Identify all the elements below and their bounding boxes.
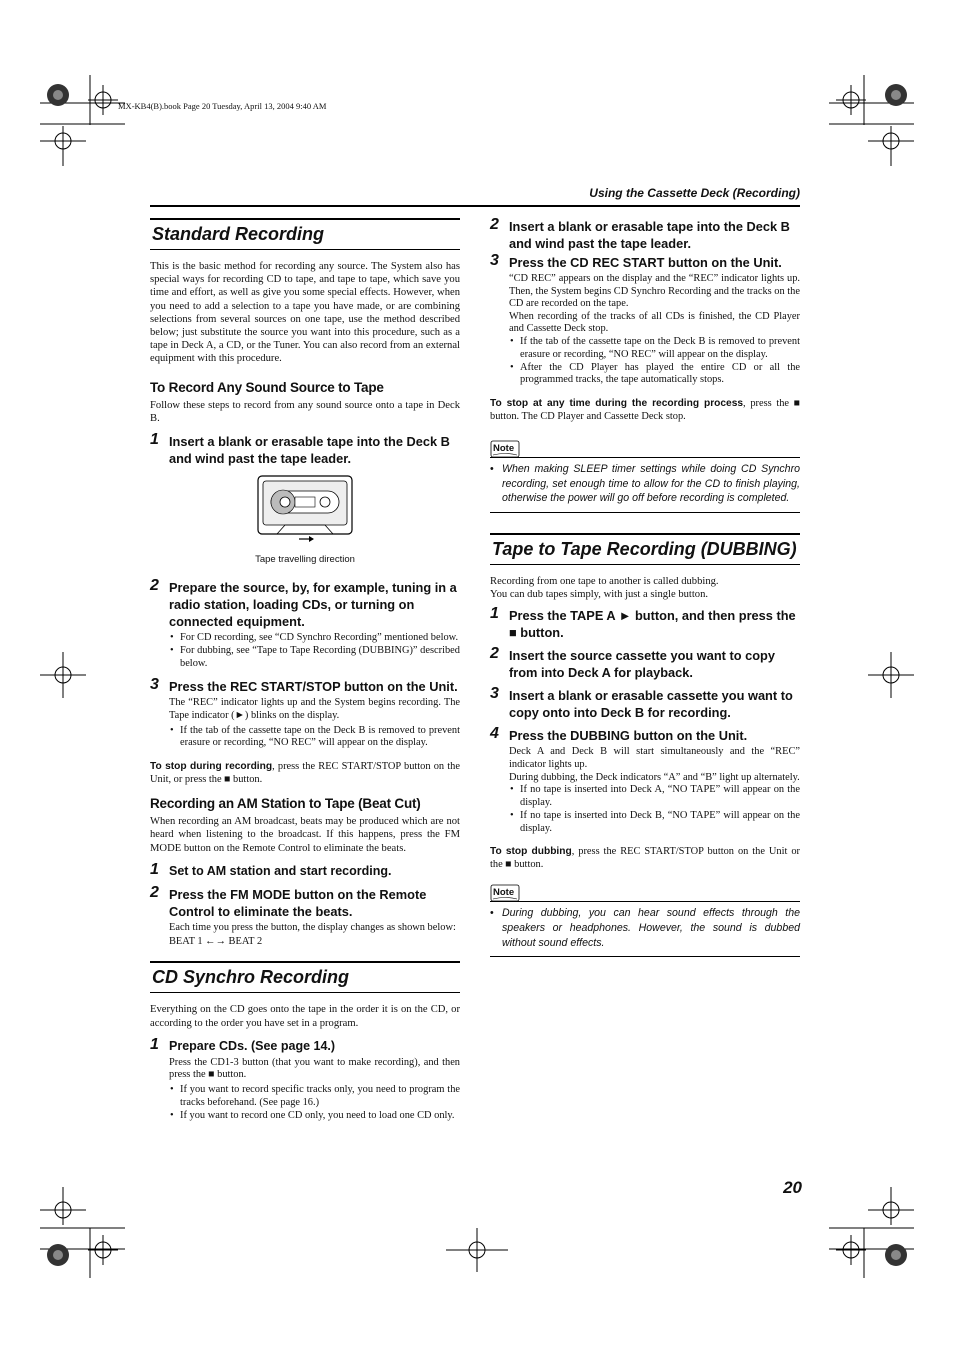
cassette-icon: [257, 475, 353, 545]
bullet-item: • For CD recording, see “CD Synchro Recording” mentioned below.: [170, 632, 459, 644]
note-text: • When making SLEEP timer settings while doing CD Synchro recording, set enough time to allow for the CD to finish playing, otherwise the power will go off before recording is completed.: [490, 463, 800, 505]
step-text: Press the CD REC START button on the Unit.: [509, 255, 782, 270]
cassette-caption: Tape travelling direction: [255, 554, 355, 566]
step-number: 4: [490, 725, 499, 743]
step-body: During dubbing, the Deck indicators “A” and “B” light up alternately.: [509, 771, 800, 783]
bullet-item: • If the tab of the cassette tape on the Deck B is removed to prevent erasure or recording, “NO REC” will appear on the display.: [510, 335, 800, 360]
step-number: 2: [490, 216, 499, 233]
beat-cycle: BEAT 1 ←→ BEAT 2: [169, 936, 263, 948]
bullet-item: • For dubbing, see “Tape to Tape Recording (DUBBING)” described below.: [170, 644, 460, 669]
step-body: Deck A and Deck B will start simultaneously and the “REC” indicator lights up.: [509, 746, 800, 770]
step-text: Insert a blank or erasable cassette you want to copy onto into Deck B for recording.: [509, 688, 793, 721]
step-number: 2: [150, 577, 159, 595]
file-info: MX-KB4(B).book Page 20 Tuesday, April 13, 2004 9:40 AM: [118, 101, 327, 111]
running-head: Using the Cassette Deck (Recording): [589, 186, 800, 200]
bullet-item: • After the CD Player has played the entire CD or all the programmed tracks, the tape automatically stops.: [510, 361, 800, 386]
left-column: [150, 218, 460, 1122]
dubbing-step-3: [490, 687, 800, 721]
right-column: [490, 218, 800, 971]
standard-intro: This is the basic method for recording any source. The System also has special ways for recording CD to tape, and tape to tape, which save you time and effort, as well as give you some special effects. However, when you need to add a selection to a tape you have made, or are combining selections from several sources on one tape, use the method described below; just substitute the source you want into this procedure, such as a tape in Deck A, a CD, or the Tuner. You can also record from an external equipment with this procedure.: [150, 261, 460, 365]
step-number: 2: [150, 883, 159, 901]
step-text: Prepare CDs. (See page 14.): [169, 1038, 336, 1053]
cassette-illustration: [150, 475, 460, 550]
step-number: 2: [490, 645, 499, 663]
step-number: 3: [490, 685, 499, 703]
step-number: 1: [150, 431, 159, 449]
step-text: Press the FM MODE button on the Remote Control to eliminate the beats.: [169, 886, 427, 919]
step-body: Press the CD1-3 button (that you want to make recording), and then press the ■ button.: [169, 1056, 460, 1081]
step-text: Press the DUBBING button on the Unit.: [509, 728, 748, 744]
subhead-record-any: To Record Any Sound Source to Tape: [150, 379, 384, 395]
bullet-item: • If you want to record specific tracks only, you need to program the tracks beforehand. (See page 16.): [170, 1084, 460, 1108]
page-number: 20: [783, 1178, 802, 1197]
step-text: Insert a blank or erasable tape into the Deck B and wind past the tape leader.: [509, 219, 790, 251]
subhead-record-any-text: Follow these steps to record from any sound source onto a tape in Deck B.: [150, 399, 460, 424]
step-body: When recording of the tracks of all CDs is finished, the CD Player and Cassette Deck stop.: [509, 310, 800, 335]
step-text: Insert the source cassette you want to copy from into Deck A for playback.: [509, 648, 775, 681]
bullet-item: • If no tape is inserted into Deck B, “NO TAPE” will appear on the display.: [510, 809, 800, 834]
step-number: 1: [150, 1035, 159, 1053]
step-number: 3: [490, 252, 499, 269]
note-label: Note: [493, 887, 515, 899]
section-title-dubbing: Tape to Tape Recording (DUBBING): [490, 533, 800, 565]
standard-step-3: [150, 678, 460, 695]
dubbing-intro: Recording from one tape to another is called dubbing. You can dub tapes simply, with just a single button.: [490, 575, 719, 601]
step-text: Insert a blank or erasable tape into the Deck B and wind past the tape leader.: [169, 434, 450, 467]
synchro-intro: Everything on the CD goes onto the tape in the order it is on the CD, or according to the order you have set in a program.: [150, 1004, 460, 1029]
dubbing-step-1: [490, 607, 800, 641]
step-number: 1: [150, 860, 159, 878]
note-box-synchro: [490, 443, 800, 513]
step-text: Press the TAPE A ► button, and then press the ■ button.: [509, 608, 796, 641]
step-text: Prepare the source, by, for example, tuning in a radio station, loading CDs, or turning on connected equipment.: [169, 580, 457, 630]
section-title-standard: Standard Recording: [150, 218, 460, 250]
stop-recording-note: To stop during recording, press the REC START/STOP button on the Unit, or press the ■ button.: [150, 761, 460, 786]
header-rule: [150, 205, 800, 207]
note-box-dubbing: [490, 887, 800, 957]
bullet-item: • If the tab of the cassette tape on the Deck B is removed to prevent erasure or recording, “NO REC” will appear on the display.: [170, 724, 460, 749]
bullet-item: • If you want to record one CD only, you need to load one CD only.: [170, 1109, 455, 1121]
synchro-step-3: [490, 254, 800, 271]
note-label: Note: [493, 443, 515, 455]
step-body: The “REC” indicator lights up and the System begins recording. The Tape indicator (►) blinks on the display.: [169, 697, 460, 722]
note-text: • During dubbing, you can hear sound effects through the speakers or headphones. However, the sound is dubbed without sound effects.: [490, 907, 800, 949]
step-number: 1: [490, 605, 499, 623]
am-step-2: [150, 883, 460, 920]
am-step-1: [150, 860, 460, 880]
stop-dubbing-note: To stop dubbing, press the REC START/STOP button on the Unit or the ■ button.: [490, 846, 800, 871]
step-body: “CD REC” appears on the display and the “REC” indicator lights up. Then, the System begins CD Synchro Recording and the tracks on the CD are recorded on the tape.: [509, 273, 800, 310]
synchro-step-1: [150, 1035, 460, 1055]
standard-step-2: [150, 579, 460, 630]
dubbing-step-2: [490, 647, 800, 681]
bullet-item: • If no tape is inserted into Deck A, “NO TAPE” will appear on the display.: [510, 784, 800, 808]
synchro-step-2: [490, 218, 800, 252]
section-title-synchro: CD Synchro Recording: [150, 961, 460, 993]
step-number: 3: [150, 676, 159, 694]
dubbing-step-4: [490, 727, 800, 744]
stop-synchro-note: To stop at any time during the recording process, press the ■ button. The CD Player and Cassette Deck stop.: [490, 398, 800, 423]
step-body: Each time you press the button, the display changes as shown below:: [169, 921, 456, 933]
standard-step-1: [150, 433, 460, 467]
subhead-am-text: When recording an AM broadcast, beats may be produced which are not heard when listening to the broadcast. If this happens, press the FM MODE button on the Remote Control to eliminate the beats.: [150, 816, 460, 854]
subhead-am-beat-cut: Recording an AM Station to Tape (Beat Cut): [150, 796, 421, 812]
step-text: Press the REC START/STOP button on the Unit.: [169, 679, 458, 695]
step-text: Set to AM station and start recording.: [169, 863, 392, 878]
